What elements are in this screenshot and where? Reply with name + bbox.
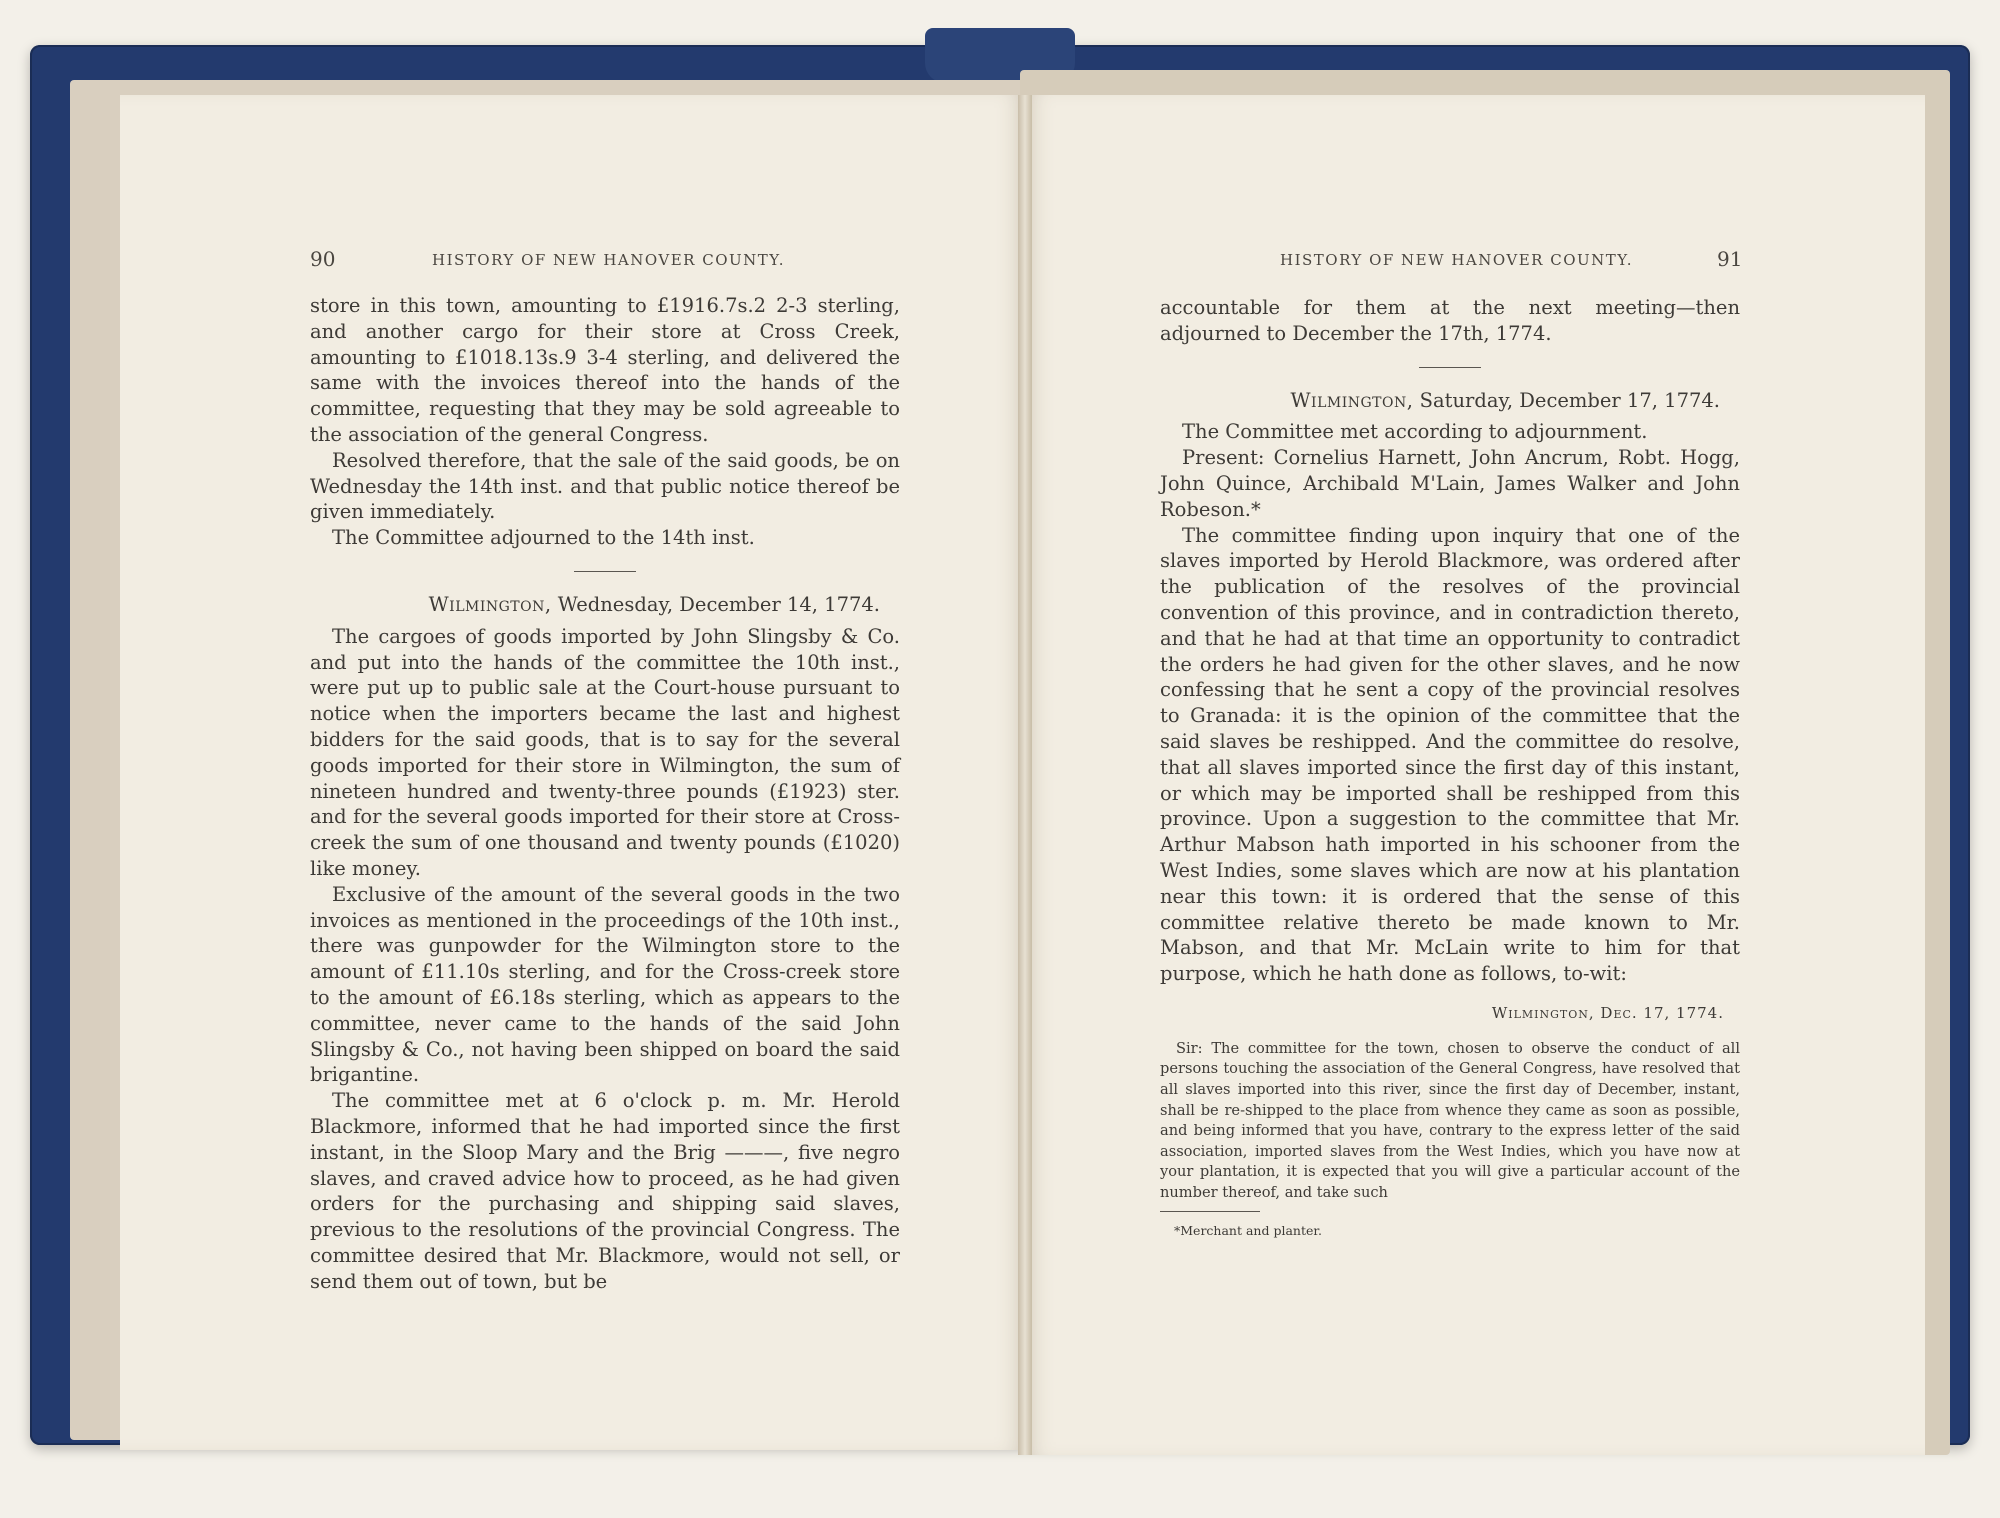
left-resolved-paragraph: Resolved therefore, that the sale of the said goods, be on Wednesday the 14th inst. and that public notice thereof be given immediately. <box>310 448 900 524</box>
left-met-paragraph: The committee met at 6 o'clock p. m. Mr. Herold Blackmore, informed that he had imported since the first instant, in the Sloop Mary and the Brig ———, five negro slaves, and craved advice how to proceed, as he had given orders for the purchasing and shipping said slaves, previous to the resolutions of the provincial Congress. The committee desired that Mr. Blackmore, would not sell, or send them out of town, but be <box>310 1089 900 1293</box>
dateline-place: Wilmington, <box>428 592 552 616</box>
right-met-paragraph: The Committee met according to adjournment. <box>1182 420 1648 444</box>
left-running-head: HISTORY OF NEW HANOVER COUNTY. <box>432 251 786 269</box>
left-intro-paragraph: store in this town, amounting to £1916.7s.2 2-3 sterling, and another cargo for their store at Cross Creek, amounting to £1018.13s.9 3-4 sterling, and delivered the same with the invoices thereof into the hands of the committee, requesting that they may be sold agreeable to the association of the general Congress. <box>310 294 900 446</box>
letter-date: Wilmington, Dec. 17, 1774. <box>1491 1003 1724 1022</box>
right-dateline <box>1160 388 1720 414</box>
left-dateline <box>310 592 880 618</box>
left-adjourned-paragraph: The Committee adjourned to the 14th inst. <box>332 526 755 550</box>
right-intro-paragraph: accountable for them at the next meeting—then adjourned to December the 17th, 1774. <box>1160 296 1740 345</box>
left-exclusive-paragraph: Exclusive of the amount of the several goods in the two invoices as mentioned in the proceedings of the 10th inst., there was gunpowder for the Wilmington store to the amount of £11.10s sterling, and for the Cross-creek store to the amount of £6.18s sterling, which as appears to the committee, never came to the hands of the said John Slingsby & Co., not having been shipped on board the said brigantine. <box>310 882 900 1087</box>
right-finding-paragraph: The committee finding upon inquiry that one of the slaves imported by Herold Blackmore, was ordered after the publication of the resolves of the provincial convention of this province, and in contradiction thereto, and that he had at that time an opportunity to contradict the orders he had given for the other slaves, and he now confessing that he sent a copy of the provincial resolves to Granada: it is the opinion of the committee that the said slaves be reshipped. And the committee do resolve, that all slaves imported since the first day of this instant, or which may be imported shall be reshipped from this province. Upon a suggestion to the committee that Mr. Arthur Mabson hath imported in his schooner from the West Indies, some slaves which are now at his plantation near this town: it is ordered that the sense of this committee relative thereto be made known to Mr. Mabson, and that Mr. McLain write to him for that purpose, which he hath done as follows, to-wit: <box>1160 523 1740 986</box>
left-page <box>120 95 1025 1450</box>
footnote: *Merchant and planter. <box>1174 1223 1322 1239</box>
right-running-head: HISTORY OF NEW HANOVER COUNTY. <box>1280 251 1634 269</box>
section-rule <box>1419 367 1481 368</box>
book-gutter <box>1018 95 1032 1455</box>
left-cargo-paragraph: The cargoes of goods imported by John Slingsby & Co. and put into the hands of the committee the 10th inst., were put up to public sale at the Court-house pursuant to notice when the importers became the last and highest bidders for the said goods, that is to say for the several goods imported for their store in Wilmington, the sum of nineteen hundred and twenty-three pounds (£1923) ster. and for the several goods imported for their store at Cross-creek the sum of one thousand and twenty pounds (£1020) like money. <box>310 624 900 880</box>
left-page-number: 90 <box>310 247 336 271</box>
right-present-paragraph: Present: Cornelius Harnett, John Ancrum, Robt. Hogg, John Quince, Archibald M'Lain, James Walker and John Robeson.* <box>1160 446 1740 521</box>
dateline-date: Saturday, December 17, 1774. <box>1413 388 1720 412</box>
footnote-rule <box>1160 1211 1260 1212</box>
right-page <box>1025 95 1925 1455</box>
right-page-number: 91 <box>1717 247 1743 271</box>
letter-excerpt <box>1160 1039 1740 1204</box>
left-page-body <box>310 293 900 1294</box>
dateline-date: Wednesday, December 14, 1774. <box>551 592 880 616</box>
letter-text: Sir: The committee for the town, chosen to observe the conduct of all persons touching the association of the General Congress, have resolved that all slaves imported into this river, since the first day of December, instant, shall be re-shipped to the place from whence they came as soon as possible, and being informed that you have, contrary to the express letter of the said association, imported slaves from the West Indies, which you have now at your plantation, it is expected that you will give a particular account of the number thereof, and take such <box>1160 1039 1740 1201</box>
dateline-place: Wilmington, <box>1290 388 1414 412</box>
section-rule <box>574 571 636 572</box>
right-page-body <box>1160 295 1740 1244</box>
